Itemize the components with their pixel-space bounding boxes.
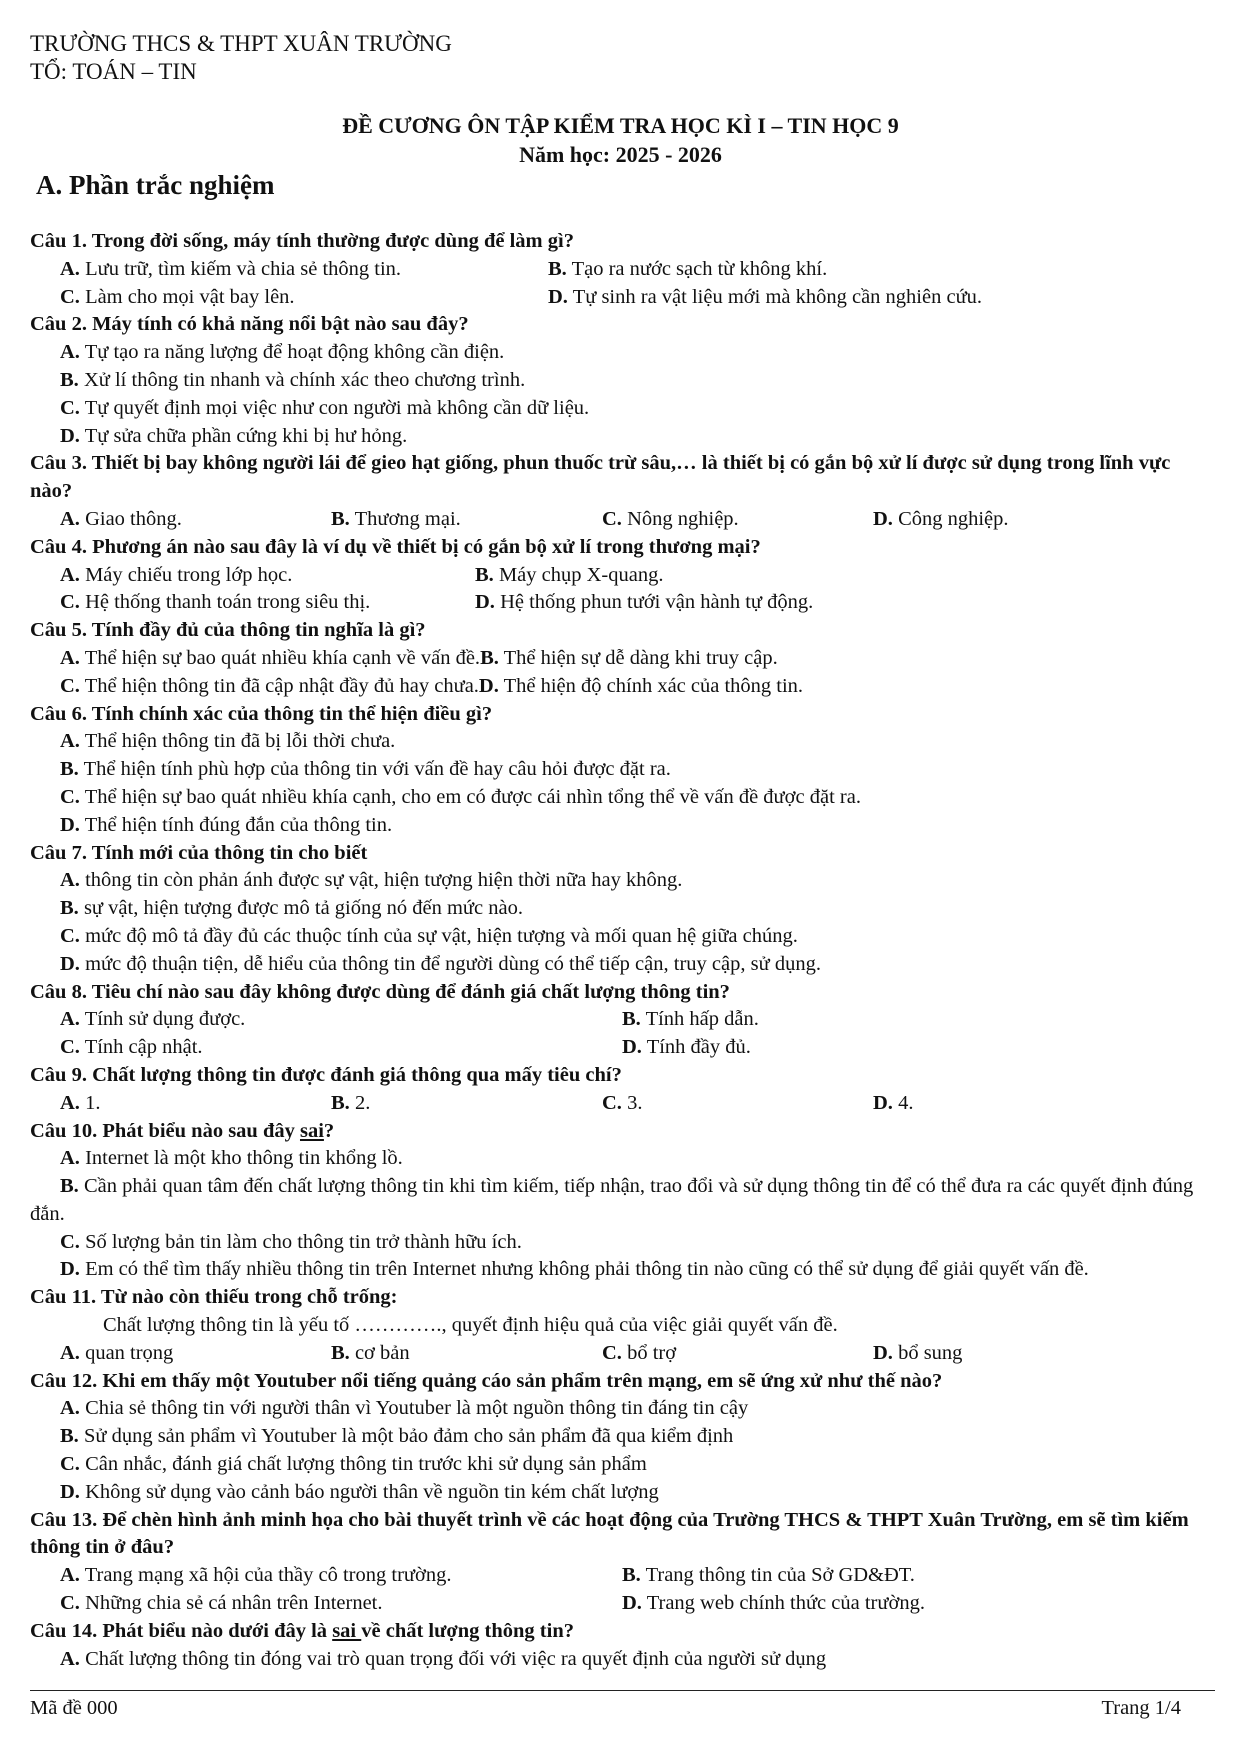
option-letter: A.	[60, 563, 80, 586]
option-text: 4.	[892, 1091, 914, 1114]
answer-option	[60, 589, 475, 617]
option-letter: B.	[480, 646, 499, 669]
option-text: Thể hiện độ chính xác của thông tin.	[498, 674, 804, 697]
answer-option	[60, 1395, 748, 1423]
answer-option	[475, 562, 663, 590]
option-text: Số lượng bản tin làm cho thông tin trở thành hữu ích.	[79, 1230, 522, 1253]
option-text: Thể hiện tính phù hợp của thông tin với vấn đề hay câu hỏi được đặt ra.	[78, 758, 671, 781]
option-text: Tự sửa chữa phần cứng khi bị hư hỏng.	[79, 424, 408, 447]
option-text: Không sử dụng vào cảnh báo người thân về nguồn tin kém chất lượng	[79, 1480, 659, 1503]
option-text: 3.	[621, 1091, 643, 1114]
answer-option	[60, 951, 821, 979]
option-letter: A.	[60, 869, 80, 892]
answer-option	[60, 1562, 622, 1590]
question-block	[30, 450, 1210, 533]
option-letter: A.	[60, 730, 80, 753]
answer-option	[60, 1423, 733, 1451]
option-row	[30, 1229, 1210, 1257]
answer-option	[60, 645, 480, 673]
question-text: Câu 12. Khi em thấy một Youtuber nổi tiếng quảng cáo sản phẩm trên mạng, em sẽ ứng xử như thế nào?	[30, 1369, 943, 1392]
option-letter: A.	[60, 341, 80, 364]
option-letter: A.	[60, 1091, 80, 1114]
option-row	[30, 673, 1210, 701]
page-number: Trang 1/4	[1101, 1697, 1181, 1719]
answer-option	[60, 812, 392, 840]
option-row	[30, 589, 1210, 617]
answer-option	[602, 506, 873, 534]
option-letter: D.	[873, 1091, 893, 1114]
option-row	[30, 867, 1210, 895]
option-row	[30, 256, 1210, 284]
question-text: Câu 9. Chất lượng thông tin được đánh giá thông qua mấy tiêu chí?	[30, 1063, 622, 1086]
option-letter: D.	[548, 285, 568, 308]
question-block	[30, 840, 1210, 979]
option-row	[30, 645, 1210, 673]
answer-option	[60, 1006, 622, 1034]
option-text: Thể hiện tính đúng đắn của thông tin.	[79, 813, 393, 836]
question-text: Câu 11. Từ nào còn thiếu trong chỗ trống:	[30, 1286, 398, 1309]
option-text: Chất lượng thông tin đóng vai trò quan trọng đối với việc ra quyết định của người sử dụng	[79, 1647, 827, 1670]
option-text: Internet là một kho thông tin khổng lồ.	[79, 1147, 403, 1170]
school-year: Năm học: 2025 - 2026	[519, 142, 722, 167]
answer-option	[30, 1229, 522, 1257]
answer-option	[60, 339, 504, 367]
question-block	[30, 1062, 1210, 1118]
option-letter: B.	[60, 368, 79, 391]
option-letter: D.	[60, 424, 80, 447]
option-letter: D.	[60, 813, 80, 836]
option-letter: A.	[60, 507, 80, 530]
option-row	[30, 728, 1210, 756]
option-text: Em có thể tìm thấy nhiều thông tin trên Internet nhưng không phải thông tin nào cũng có thể sử dụng để giải quyết vấn đề.	[79, 1258, 1089, 1281]
option-text: 2.	[349, 1091, 371, 1114]
question-text: Câu 5. Tính đầy đủ của thông tin nghĩa là gì?	[30, 619, 426, 642]
question-emphasis: sai	[332, 1619, 362, 1642]
option-letter: D.	[622, 1592, 642, 1615]
option-letter: D.	[60, 1258, 80, 1281]
question-block	[30, 1507, 1210, 1618]
answer-option	[622, 1562, 915, 1590]
answer-option	[479, 673, 803, 701]
option-letter: A.	[60, 1397, 80, 1420]
section-title: A. Phần trắc nghiệm	[36, 170, 275, 200]
answer-option	[60, 1034, 622, 1062]
option-row	[30, 812, 1210, 840]
option-text: Trang thông tin của Sở GD&ĐT.	[640, 1564, 915, 1587]
answer-option	[60, 284, 548, 312]
question-block	[30, 311, 1210, 450]
answer-option	[60, 784, 861, 812]
school-header	[30, 30, 452, 86]
question-text: Câu 4. Phương án nào sau đây là ví dụ về thiết bị có gắn bộ xử lí trong thương mại?	[30, 535, 761, 558]
option-letter: B.	[60, 758, 79, 781]
option-text: Cần phải quan tâm đến chất lượng thông tin khi tìm kiếm, tiếp nhận, trao đổi và sử dụng thông tin để có thể đưa ra các quyết định đúng đắn.	[30, 1175, 1194, 1225]
option-text: Tự tạo ra năng lượng để hoạt động không cần điện.	[79, 341, 505, 364]
answer-option	[60, 256, 548, 284]
question-text	[30, 1118, 1210, 1146]
option-letter: C.	[60, 1230, 80, 1253]
answer-option	[60, 1090, 331, 1118]
question-emphasis: sai	[299, 1119, 324, 1142]
question-text: Câu 13. Để chèn hình ảnh minh họa cho bài thuyết trình về các hoạt động của Trường THCS & THPT Xuân Trường, em sẽ tìm kiếm thông tin ở đâu?	[30, 1508, 1189, 1559]
option-text: Hệ thống phun tưới vận hành tự động.	[494, 591, 814, 614]
answer-option	[60, 506, 331, 534]
option-row	[30, 1395, 1210, 1423]
option-letter: C.	[60, 1036, 80, 1059]
option-text: Thể hiện sự bao quát nhiều khía cạnh, cho em có được cái nhìn tổng thể về vấn đề được đặt ra.	[79, 785, 861, 808]
option-text: Tự sinh ra vật liệu mới mà không cần nghiên cứu.	[567, 285, 983, 308]
answer-option	[60, 1340, 331, 1368]
option-text: Lưu trữ, tìm kiếm và chia sẻ thông tin.	[79, 257, 402, 280]
option-text: Tạo ra nước sạch từ không khí.	[566, 257, 828, 280]
question-text: Câu 7. Tính mới của thông tin cho biết	[30, 841, 368, 864]
option-letter: B.	[331, 1341, 350, 1364]
question-block	[30, 617, 1210, 700]
option-letter: D.	[60, 952, 80, 975]
answer-option	[331, 1340, 602, 1368]
question-block	[30, 979, 1210, 1062]
answer-option	[60, 1451, 647, 1479]
option-row	[30, 1145, 1210, 1173]
option-letter: C.	[60, 674, 80, 697]
question-text-part: Câu 10. Phát biểu nào sau đây	[30, 1119, 300, 1142]
option-letter: A.	[60, 646, 80, 669]
option-text: Thương mại.	[349, 507, 461, 530]
option-letter: C.	[60, 924, 80, 947]
option-row	[30, 367, 1210, 395]
option-text: mức độ thuận tiện, dễ hiểu của thông tin để người dùng có thể tiếp cận, truy cập, sử dụng.	[79, 952, 821, 975]
document-title: ĐỀ CƯƠNG ÔN TẬP KIỂM TRA HỌC KÌ I – TIN HỌC 9	[342, 113, 899, 138]
option-letter: C.	[60, 396, 80, 419]
option-row	[30, 562, 1210, 590]
option-text: Thể hiện sự bao quát nhiều khía cạnh về vấn đề.	[79, 646, 481, 669]
option-row	[30, 1034, 1210, 1062]
option-text: Thể hiện sự dễ dàng khi truy cập.	[498, 646, 778, 669]
option-row	[30, 1562, 1210, 1590]
option-row	[30, 423, 1210, 451]
option-text: sự vật, hiện tượng được mô tả giống nó đến mức nào.	[78, 897, 523, 920]
option-letter: D.	[622, 1036, 642, 1059]
option-letter: B.	[60, 1425, 79, 1448]
option-text: 1.	[79, 1091, 101, 1114]
option-text: Thể hiện thông tin đã bị lỗi thời chưa.	[79, 730, 396, 753]
question-text: Câu 6. Tính chính xác của thông tin thể hiện điều gì?	[30, 702, 493, 725]
answer-option	[873, 506, 1144, 534]
answer-option	[60, 367, 525, 395]
option-letter: D.	[475, 591, 495, 614]
question-text-part: Câu 14. Phát biểu nào dưới đây là	[30, 1619, 333, 1642]
option-letter: C.	[60, 285, 80, 308]
question-list	[30, 228, 1210, 1673]
option-text: bổ trợ	[621, 1341, 677, 1364]
option-letter: C.	[602, 507, 622, 530]
answer-option	[60, 867, 682, 895]
answer-option	[60, 895, 523, 923]
option-text: Trang mạng xã hội của thầy cô trong trường.	[79, 1564, 452, 1587]
option-row	[30, 1256, 1210, 1284]
option-letter: D.	[478, 674, 499, 697]
option-text: Máy chụp X-quang.	[493, 563, 664, 586]
option-text: bổ sung	[892, 1341, 963, 1364]
answer-option	[30, 1145, 403, 1173]
answer-option	[60, 395, 589, 423]
question-text-part: về chất lượng thông tin?	[361, 1619, 574, 1642]
option-letter: B.	[475, 563, 494, 586]
option-letter: C.	[602, 1341, 622, 1364]
option-letter: B.	[622, 1564, 641, 1587]
question-text	[30, 1618, 1210, 1646]
answer-option	[60, 673, 479, 701]
question-block	[30, 228, 1210, 311]
option-text: Máy chiếu trong lớp học.	[79, 563, 293, 586]
option-row	[30, 756, 1210, 784]
option-text: Những chia sẻ cá nhân trên Internet.	[79, 1592, 383, 1615]
option-text: quan trọng	[79, 1341, 174, 1364]
answer-option	[622, 1590, 925, 1618]
option-row	[30, 895, 1210, 923]
answer-option	[602, 1340, 873, 1368]
option-text: Sử dụng sản phẩm vì Youtuber là một bảo đảm cho sản phẩm đã qua kiểm định	[78, 1425, 734, 1448]
option-text: Cân nhắc, đánh giá chất lượng thông tin trước khi sử dụng sản phẩm	[79, 1453, 647, 1476]
answer-option	[873, 1340, 1144, 1368]
option-text: mức độ mô tả đầy đủ các thuộc tính của sự vật, hiện tượng và mối quan hệ giữa chúng.	[79, 924, 798, 947]
option-row	[30, 1173, 1210, 1229]
option-text: cơ bản	[349, 1341, 410, 1364]
question-block	[30, 1618, 1210, 1674]
option-row	[30, 1340, 1210, 1368]
answer-option	[60, 756, 671, 784]
option-text: Nông nghiệp.	[621, 507, 739, 530]
option-row	[30, 339, 1210, 367]
option-row	[30, 506, 1210, 534]
answer-option	[548, 256, 1036, 284]
option-text: Thể hiện thông tin đã cập nhật đầy đủ hay chưa.	[79, 674, 479, 697]
option-letter: A.	[60, 1341, 80, 1364]
option-row	[30, 284, 1210, 312]
option-letter: C.	[602, 1091, 622, 1114]
question-block	[30, 701, 1210, 840]
answer-option	[60, 562, 475, 590]
answer-option	[60, 1590, 622, 1618]
option-row	[30, 1590, 1210, 1618]
option-row	[30, 395, 1210, 423]
option-text: Xử lí thông tin nhanh và chính xác theo chương trình.	[78, 368, 526, 391]
answer-option	[475, 589, 813, 617]
school-name: TRƯỜNG THCS & THPT XUÂN TRƯỜNG	[30, 31, 452, 56]
option-row	[30, 923, 1210, 951]
question-block	[30, 1368, 1210, 1507]
fill-in-sentence: Chất lượng thông tin là yếu tố …………., quyết định hiệu quả của việc giải quyết vấn đề.	[103, 1314, 838, 1337]
option-text: Tính đầy đủ.	[641, 1036, 751, 1059]
answer-option	[331, 506, 602, 534]
option-row	[30, 1479, 1210, 1507]
option-text: Giao thông.	[79, 507, 182, 530]
option-letter: C.	[60, 591, 80, 614]
option-row	[30, 784, 1210, 812]
option-letter: C.	[60, 785, 80, 808]
option-text: Hệ thống thanh toán trong siêu thị.	[79, 591, 371, 614]
option-letter: B.	[60, 1175, 79, 1198]
question-text: Câu 3. Thiết bị bay không người lái để gieo hạt giống, phun thuốc trừ sâu,… là thiết bị có gắn bộ xử lí được sử dụng trong lĩnh vực nào?	[30, 452, 1171, 503]
exam-code: Mã đề 000	[30, 1697, 118, 1719]
answer-option	[622, 1006, 759, 1034]
answer-option	[622, 1034, 751, 1062]
option-letter: D.	[873, 507, 893, 530]
question-block	[30, 1118, 1210, 1285]
option-letter: B.	[60, 897, 79, 920]
footer-divider	[30, 1690, 1215, 1691]
answer-option	[873, 1090, 1144, 1118]
option-row	[30, 1423, 1210, 1451]
question-text: Câu 1. Trong đời sống, máy tính thường được dùng để làm gì?	[30, 230, 574, 252]
question-block	[30, 534, 1210, 617]
option-letter: A.	[60, 1564, 80, 1587]
option-letter: D.	[873, 1341, 893, 1364]
option-text: Tính hấp dẫn.	[640, 1008, 759, 1031]
answer-option	[60, 728, 395, 756]
option-row	[30, 951, 1210, 979]
option-text: Tính sử dụng được.	[79, 1008, 246, 1031]
option-text: Tính cập nhật.	[79, 1036, 203, 1059]
option-row	[30, 1451, 1210, 1479]
option-text: Chia sẻ thông tin với người thân vì Youtuber là một nguồn thông tin đáng tin cậy	[79, 1397, 749, 1420]
option-text: Trang web chính thức của trường.	[641, 1592, 925, 1615]
answer-option	[480, 645, 778, 673]
option-letter: B.	[622, 1008, 641, 1031]
answer-option	[30, 1173, 1210, 1229]
answer-option	[331, 1090, 602, 1118]
question-text: Câu 8. Tiêu chí nào sau đây không được dùng để đánh giá chất lượng thông tin?	[30, 980, 730, 1003]
option-text: Công nghiệp.	[892, 507, 1009, 530]
option-row	[30, 1646, 1210, 1674]
department-name: TỔ: TOÁN – TIN	[30, 59, 197, 84]
option-text: Tự quyết định mọi việc như con người mà không cần dữ liệu.	[79, 396, 590, 419]
option-text: Làm cho mọi vật bay lên.	[79, 285, 295, 308]
answer-option	[60, 1646, 826, 1674]
answer-option	[60, 923, 798, 951]
option-letter: B.	[331, 507, 350, 530]
option-text: thông tin còn phản ánh được sự vật, hiện tượng hiện thời nữa hay không.	[79, 869, 683, 892]
answer-option	[548, 284, 1036, 312]
answer-option	[60, 1479, 659, 1507]
option-letter: A.	[60, 1008, 80, 1031]
question-text: Câu 2. Máy tính có khả năng nổi bật nào sau đây?	[30, 313, 469, 336]
option-row	[30, 1006, 1210, 1034]
option-letter: C.	[60, 1453, 80, 1476]
answer-option	[602, 1090, 873, 1118]
option-letter: D.	[60, 1480, 80, 1503]
option-letter: A.	[60, 1647, 80, 1670]
option-letter: B.	[331, 1091, 350, 1114]
option-letter: A.	[60, 1147, 80, 1170]
answer-option	[60, 423, 407, 451]
option-row	[30, 1090, 1210, 1118]
question-block	[30, 1284, 1210, 1367]
answer-option	[30, 1256, 1089, 1284]
option-letter: A.	[60, 257, 80, 280]
option-letter: B.	[548, 257, 567, 280]
option-letter: C.	[60, 1592, 80, 1615]
question-text-part: ?	[323, 1119, 335, 1142]
